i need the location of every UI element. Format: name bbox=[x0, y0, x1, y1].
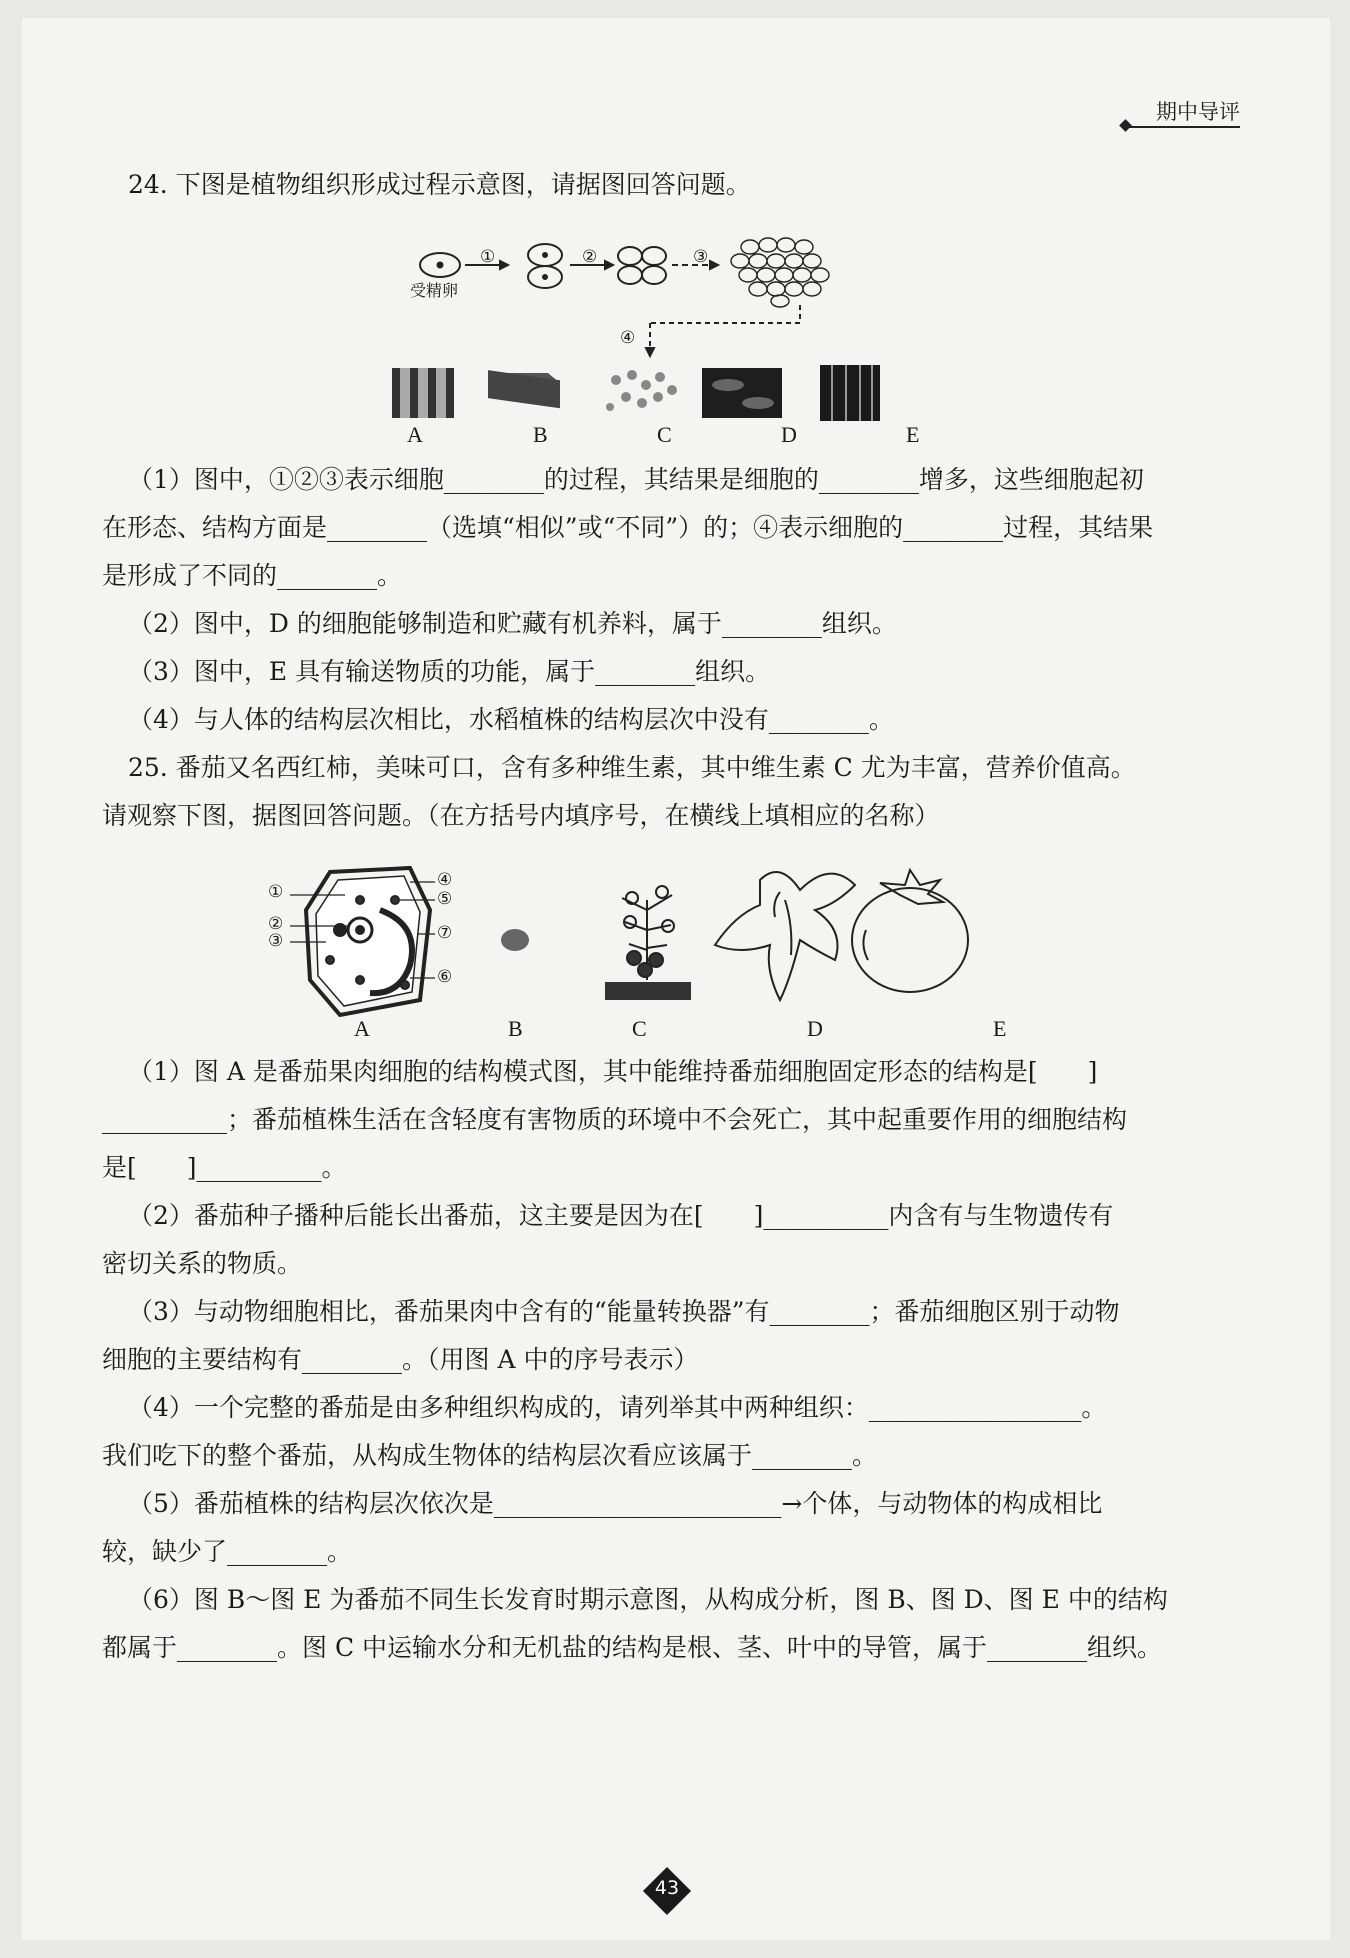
q24-stem: 24. 下图是植物组织形成过程示意图，请据图回答问题。 bbox=[128, 170, 751, 199]
tissue-label-c: C bbox=[657, 422, 672, 447]
tissue-label-d: D bbox=[781, 422, 797, 447]
panel-label-d: D bbox=[807, 1016, 823, 1041]
panel-label-c: C bbox=[632, 1016, 647, 1041]
q25-line-6: （3）与动物细胞相比，番茄果肉中含有的“能量转换器”有________；番茄细胞区别于动物 bbox=[128, 1297, 1120, 1326]
panel-label-a: A bbox=[354, 1016, 370, 1041]
q25-line-3: 是[ ]__________。 bbox=[102, 1153, 347, 1182]
q24-line-5: （3）图中，E 具有输送物质的功能，属于________组织。 bbox=[128, 657, 771, 686]
q25-figure bbox=[260, 860, 1060, 1025]
q25-line-13: 都属于________。图 C 中运输水分和无机盐的结构是根、茎、叶中的导管，属于________组织。 bbox=[102, 1633, 1163, 1662]
cell-label-1: ① bbox=[268, 882, 284, 901]
panel-label-e: E bbox=[993, 1016, 1007, 1041]
q25-line-8: （4）一个完整的番茄是由多种组织构成的，请列举其中两种组织：_________________。 bbox=[128, 1393, 1107, 1422]
cell-label-5: ⑤ bbox=[437, 889, 453, 908]
step-1: ① bbox=[480, 247, 496, 266]
page-number: 43 bbox=[654, 1877, 680, 1899]
header-title: 期中导评 bbox=[1156, 100, 1240, 124]
q25-stem-1: 25. 番茄又名西红柿，美味可口，含有多种维生素，其中维生素 C 尤为丰富，营养价值高。 bbox=[128, 753, 1136, 782]
q24-line-3: 是形成了不同的________。 bbox=[102, 561, 403, 590]
step-3: ③ bbox=[693, 247, 709, 266]
q25-line-11: 较，缺少了________。 bbox=[102, 1537, 353, 1566]
step-2: ② bbox=[582, 247, 598, 266]
q25-line-9: 我们吃下的整个番茄，从构成生物体的结构层次看应该属于________。 bbox=[102, 1441, 878, 1470]
cell-label-7: ⑦ bbox=[437, 923, 453, 942]
q24-line-2: 在形态、结构方面是________（选填“相似”或“不同”）的；④表示细胞的________过程，其结果 bbox=[102, 513, 1154, 542]
header-rule bbox=[1128, 126, 1240, 128]
q24-figure bbox=[380, 225, 980, 445]
step-4: ④ bbox=[620, 328, 636, 347]
q24-line-1: （1）图中，①②③表示细胞________的过程，其结果是细胞的________增多，这些细胞起初 bbox=[128, 465, 1144, 494]
q25-line-2: __________；番茄植株生活在含轻度有害物质的环境中不会死亡，其中起重要作用的细胞结构 bbox=[102, 1105, 1128, 1134]
q25-line-4: （2）番茄种子播种后能长出番茄，这主要是因为在[ ]__________内含有与生物遗传有 bbox=[128, 1201, 1114, 1230]
egg-label: 受精卵 bbox=[410, 283, 459, 300]
q25-line-5: 密切关系的物质。 bbox=[102, 1249, 303, 1278]
q25-line-7: 细胞的主要结构有________。（用图 A 中的序号表示） bbox=[102, 1345, 699, 1374]
q24-line-4: （2）图中，D 的细胞能够制造和贮藏有机养料，属于________组织。 bbox=[128, 609, 897, 638]
cell-label-3: ③ bbox=[268, 931, 284, 950]
cell-label-2: ② bbox=[268, 914, 284, 933]
q24-line-6: （4）与人体的结构层次相比，水稻植株的结构层次中没有________。 bbox=[128, 705, 894, 734]
q25-line-1: （1）图 A 是番茄果肉细胞的结构模式图，其中能维持番茄细胞固定形态的结构是[ ] bbox=[128, 1057, 1098, 1086]
tissue-label-b: B bbox=[533, 422, 548, 447]
q25-line-10: （5）番茄植株的结构层次依次是_______________________→个体，与动物体的构成相比 bbox=[128, 1489, 1103, 1518]
tissue-label-a: A bbox=[407, 422, 423, 447]
panel-label-b: B bbox=[508, 1016, 523, 1041]
q25-stem-2: 请观察下图，据图回答问题。（在方括号内填序号，在横线上填相应的名称） bbox=[102, 801, 940, 830]
cell-label-6: ⑥ bbox=[437, 967, 453, 986]
page-number-badge bbox=[644, 1868, 690, 1914]
tissue-label-e: E bbox=[906, 422, 920, 447]
page-header bbox=[1110, 96, 1240, 130]
q25-line-12: （6）图 B～图 E 为番茄不同生长发育时期示意图，从构成分析，图 B、图 D、图 E 中的结构 bbox=[128, 1585, 1168, 1614]
cell-label-4: ④ bbox=[437, 870, 453, 889]
